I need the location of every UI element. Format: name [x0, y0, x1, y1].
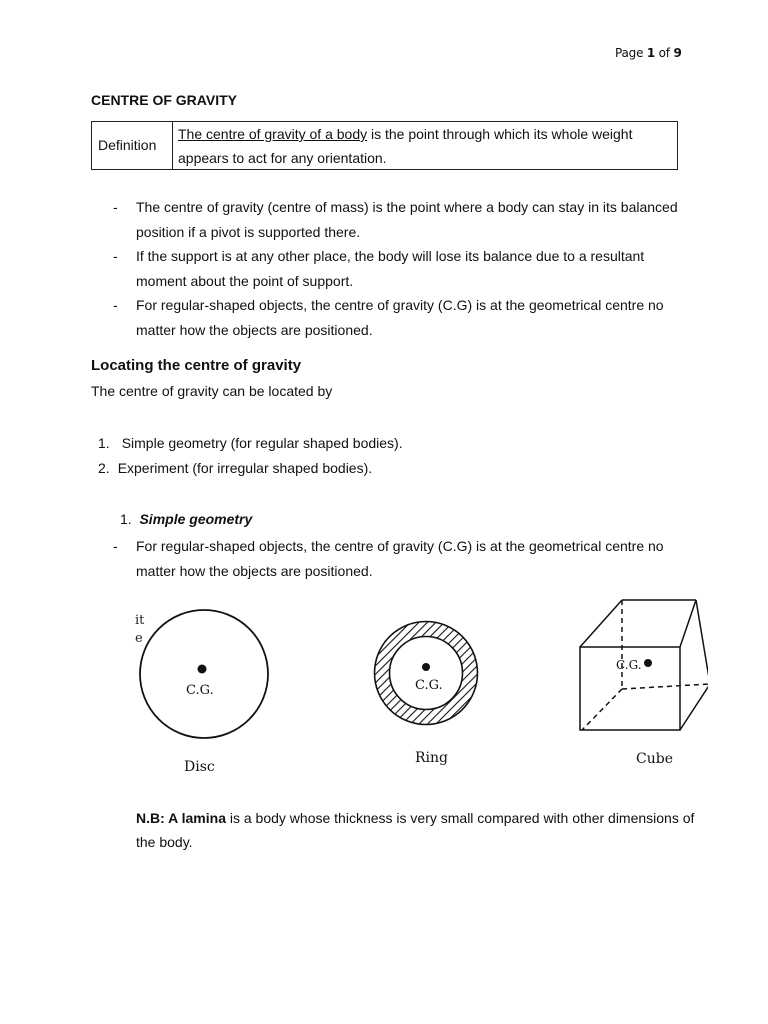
bullet-item	[113, 244, 688, 293]
margin-fragment-2: e	[135, 631, 143, 646]
note-text: is a body whose thickness is very small compared with other dimensions of the body.	[136, 810, 695, 850]
cube-hidden-edge	[622, 684, 708, 689]
lamina-note	[136, 806, 696, 854]
disc-caption: Disc	[184, 759, 215, 775]
definition-label: Definition	[92, 122, 173, 169]
method-item	[98, 431, 403, 456]
bullet-item	[113, 293, 688, 342]
page-total: 9	[673, 46, 682, 60]
bullet-item	[113, 534, 688, 583]
disc-outline	[140, 610, 268, 738]
disc-cg-label: C.G.	[186, 683, 214, 698]
method-number: 1.	[98, 435, 110, 451]
subheading-title: Simple geometry	[139, 511, 253, 527]
bullet-marker: -	[113, 297, 118, 313]
bullet-marker: -	[113, 199, 118, 215]
cube-edge	[580, 600, 622, 647]
cube-edge	[680, 600, 696, 647]
simple-geometry-heading	[120, 511, 252, 527]
locating-intro: The centre of gravity can be located by	[91, 383, 333, 399]
definition-rest: is the point through which its whole weight appears to act for any orientation.	[178, 126, 633, 166]
cube-hidden-edge	[582, 689, 622, 730]
bullet-text: The centre of gravity (centre of mass) is the point where a body can stay in its balanced position if a pivot is supported there.	[136, 199, 678, 240]
document-title: CENTRE OF GRAVITY	[91, 92, 237, 108]
locating-heading: Locating the centre of gravity	[91, 357, 302, 374]
method-item	[98, 456, 403, 481]
ring-figure	[375, 622, 478, 767]
disc-figure	[140, 610, 268, 775]
definition-table	[91, 121, 678, 170]
method-text: Simple geometry (for regular shaped bodies).	[121, 435, 403, 451]
ring-inner-edge	[390, 637, 463, 710]
cube-cg-label: C.G.	[616, 658, 642, 672]
bullet-item	[113, 195, 688, 244]
ring-caption: Ring	[415, 750, 448, 766]
cube-figure	[580, 600, 708, 730]
page-prefix: Page	[615, 46, 647, 60]
cube-caption: Cube	[636, 751, 673, 767]
note-prefix: N.B: A lamina	[136, 810, 226, 826]
simple-geometry-bullet-list	[113, 534, 688, 583]
method-text: Experiment (for irregular shaped bodies).	[117, 460, 373, 476]
bullet-list	[113, 195, 688, 342]
bullet-marker: -	[113, 538, 118, 554]
cube-edge	[680, 684, 708, 730]
subheading-number: 1.	[120, 511, 132, 527]
bullet-text: For regular-shaped objects, the centre of gravity (C.G) is at the geometrical centre no matter how the objects are positioned.	[136, 538, 664, 579]
shapes-figure	[128, 590, 708, 785]
methods-list	[98, 431, 403, 481]
page-of: of	[655, 46, 674, 60]
ring-hatched-band	[382, 629, 470, 717]
cube-edge	[696, 600, 708, 684]
bullet-text: If the support is at any other place, the body will lose its balance due to a resultant moment about the point of support.	[136, 248, 645, 289]
disc-cg-dot	[198, 665, 207, 674]
page-current: 1	[646, 46, 656, 60]
bullet-text: For regular-shaped objects, the centre of gravity (C.G) is at the geometrical centre no matter how the objects are positioned.	[136, 297, 664, 338]
bullet-marker: -	[113, 248, 118, 264]
ring-cg-label: C.G.	[415, 678, 443, 693]
definition-term: The centre of gravity of a body	[178, 126, 368, 142]
definition-text	[178, 122, 668, 170]
page-number	[615, 46, 682, 60]
margin-fragment-1: it	[135, 613, 145, 628]
cube-cg-dot	[644, 659, 652, 667]
ring-cg-dot	[422, 663, 430, 671]
method-number: 2.	[98, 460, 110, 476]
